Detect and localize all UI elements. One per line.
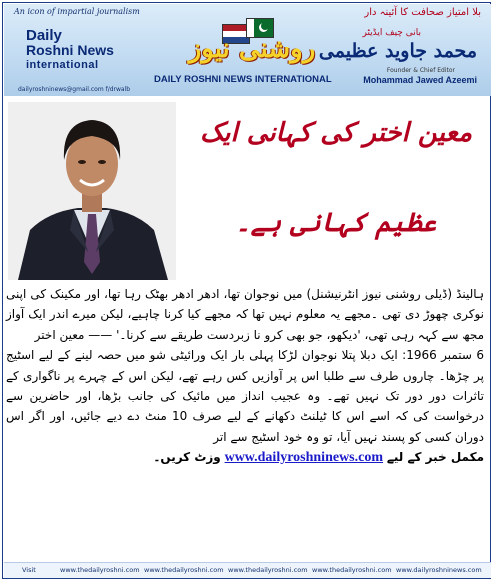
contact-line: dailyroshninews@gmail.com f/drwalb <box>18 86 131 93</box>
website-link[interactable]: www.dailyroshninews.com <box>224 450 384 466</box>
headline-line1: معین اختر کی کہانی ایک <box>199 118 473 148</box>
portrait-photo <box>8 102 176 280</box>
newspaper-header <box>4 4 491 96</box>
brand-english <box>26 28 114 73</box>
read-more-suffix: وزٹ کریں۔ <box>153 450 221 465</box>
brand-english-line3: international <box>26 59 99 71</box>
headline-line2: عظیم کہانی ہے۔ <box>235 208 437 238</box>
article-paragraph-1 <box>6 284 484 345</box>
portrait-illustration <box>8 102 176 280</box>
paragraph-1-text: ہالینڈ (ڈیلی روشنی نیوز انٹرنیشنل) میں نوجوان تھا، ادھر ادھر بھٹک رہا تھا، اور مکینک کی اپنی نوکری چھوڑ دی تھی ۔مجھے یہ معلوم نہیں تھا کہ مجھے کیا کرنا چاہیے، لیکن میرے اندر ایک آواز مجھ سے کہہ رہی تھی، 'دیکھو، جو بھی کرو نا زبردست طریقے سے کرنا۔' <box>6 287 484 342</box>
footer-visit-label: Visit <box>22 566 36 574</box>
brand-urdu-logo: روشنی نیوز <box>188 34 316 64</box>
footer-link-3[interactable]: www.thedailyroshni.com <box>228 566 308 574</box>
brand-english-line1: Daily <box>26 27 62 44</box>
read-more-prefix: مکمل خبر کے لیے <box>386 450 484 465</box>
founder-role-urdu: بانی چیف ایڈیٹر <box>362 28 421 38</box>
founder-role-english: Founder & Chief Editor <box>386 67 455 74</box>
footer-bar <box>4 562 491 578</box>
tagline-urdu: بلا امتیاز صحافت کا آئینہ دار <box>364 7 481 18</box>
footer-link-5[interactable]: www.dailyroshninews.com <box>396 566 482 574</box>
founder-name-urdu: محمد جاوید عظیمی <box>318 40 477 62</box>
brand-english-line2: Roshni News <box>26 42 114 58</box>
quote-credit: —— معین اختر <box>34 327 113 342</box>
article-body <box>6 284 484 469</box>
founder-name-english: Mohammad Jawed Azeemi <box>363 75 477 85</box>
tagline-english: An icon of impartial journalism <box>14 7 140 16</box>
footer-link-1[interactable]: www.thedailyroshni.com <box>60 566 140 574</box>
read-more-row <box>6 447 484 468</box>
article-paragraph-2: 6 ستمبر 1966: ایک دبلا پتلا نوجوان لڑکا پہلی بار ایک ورائیٹی شو میں حصہ لینے کے لیے اسٹیج پر چڑھا۔ چاروں طرف سے طلبا اس پر آوازیں کس رہے تھے، لیکن اس کے چہرے پر ناگواری کے تاثرات دور دور تک نہیں تھے۔ وہ عجیب انداز میں مائیک کی جانب بڑھا، اور حاضرین سے درخواست کی کہ اسے اس کا ٹیلنٹ دکھانے کے لیے صرف 10 منٹ دے دیے جائیں، اور اگر اس دوران کسی کو پسند نہیں آیا، تو وہ خود اسٹیج سے اتر <box>6 348 484 444</box>
footer-link-2[interactable]: www.thedailyroshni.com <box>144 566 224 574</box>
brand-subtitle: DAILY ROSHNI NEWS INTERNATIONAL <box>154 74 332 85</box>
footer-link-4[interactable]: www.thedailyroshni.com <box>312 566 392 574</box>
